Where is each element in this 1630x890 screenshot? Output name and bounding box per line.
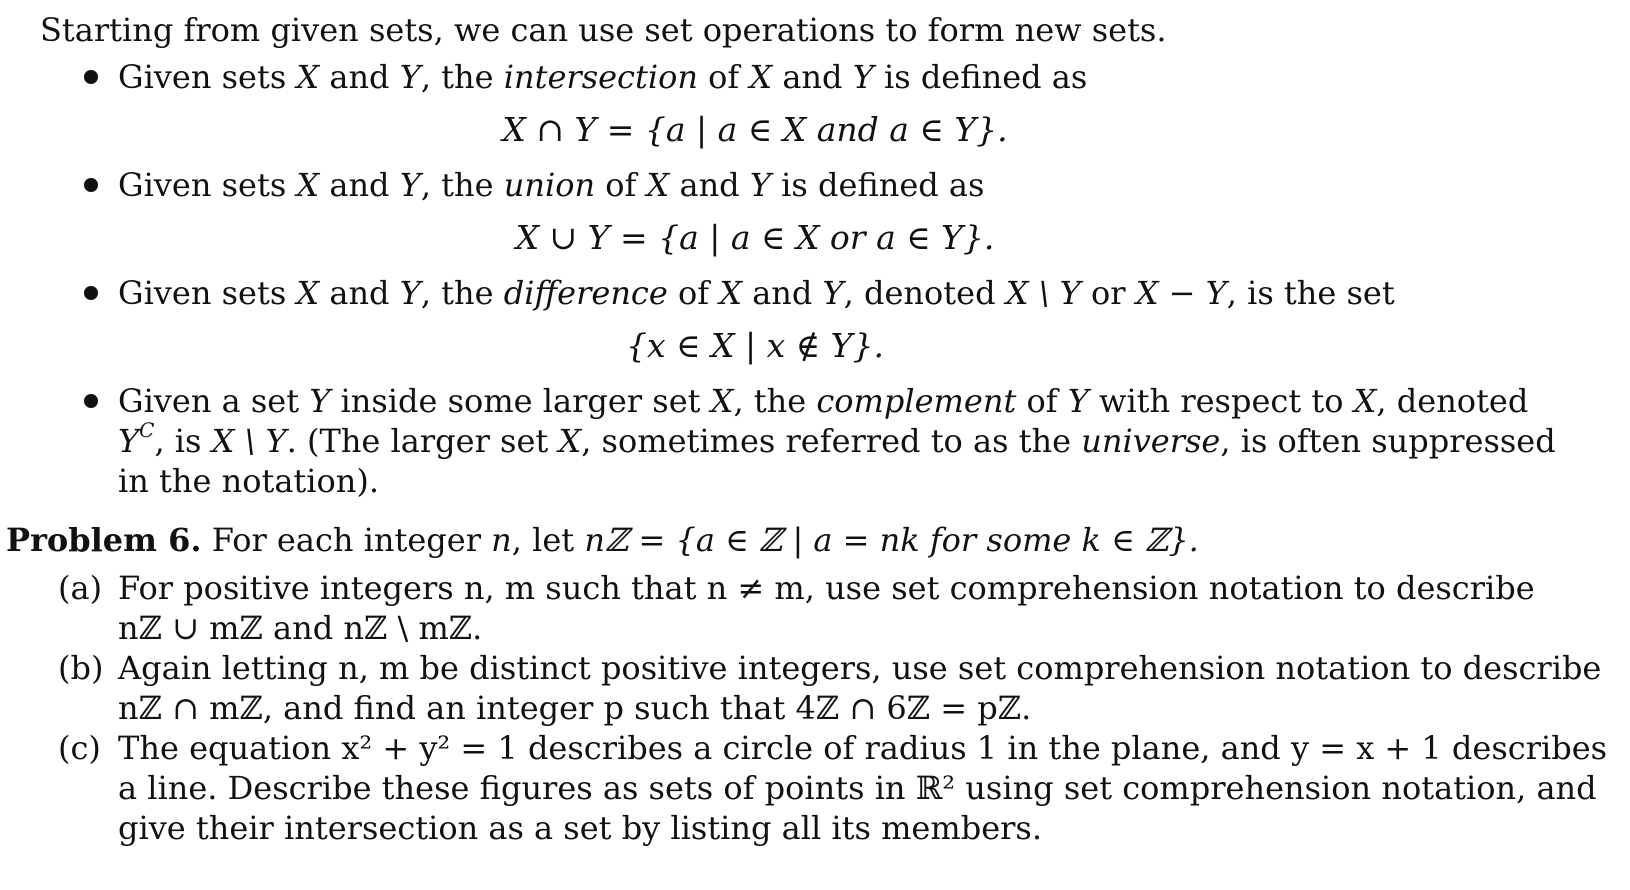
bullet-tail: , is the set xyxy=(1226,274,1395,312)
var-y: Y xyxy=(399,274,421,312)
bullet-difference xyxy=(118,273,1395,313)
connector: , denoted xyxy=(843,274,1006,312)
var-y: Y xyxy=(749,166,771,204)
connector: and xyxy=(669,166,750,204)
var-y: Y xyxy=(399,166,421,204)
var-y: Y xyxy=(118,422,140,460)
part-c-line2: a line. Describe these figures as sets of points in ℝ² using set comprehension notation, and xyxy=(118,769,1597,807)
intro-text: Starting from given sets, we can use set operations to form new sets. xyxy=(40,11,1167,49)
text: , the xyxy=(733,382,817,420)
part-b-line1: Again letting n, m be distinct positive integers, use set comprehension notation to describe xyxy=(118,649,1602,687)
part-label-b: (b) xyxy=(58,649,104,687)
var-n: n xyxy=(491,521,512,559)
connector: and xyxy=(319,166,400,204)
part-label-a: (a) xyxy=(58,569,103,607)
connector: and xyxy=(772,58,853,96)
var-x: X xyxy=(296,166,320,204)
connector: and xyxy=(742,274,823,312)
term-intersection: intersection xyxy=(503,58,698,96)
problem-text: , let xyxy=(511,521,585,559)
term-difference: difference xyxy=(503,274,668,312)
text: with respect to xyxy=(1088,382,1354,420)
var-x: X xyxy=(296,58,320,96)
connector: , the xyxy=(420,274,504,312)
var-x: X xyxy=(558,422,582,460)
term-union: union xyxy=(503,166,596,204)
superscript-c: C xyxy=(139,418,155,443)
var-x: X xyxy=(710,382,734,420)
problem-statement xyxy=(6,520,1199,560)
part-a-line1: For positive integers n, m such that n ≠ m, use set comprehension notation to describe xyxy=(118,569,1535,607)
var-y: Y xyxy=(852,58,874,96)
var-y: Y xyxy=(399,58,421,96)
bullet-complement-line1 xyxy=(118,381,1529,421)
connector: of xyxy=(697,58,750,96)
bullet-union xyxy=(118,165,984,205)
part-a-line2: nℤ ∪ mℤ and nℤ \ mℤ. xyxy=(118,609,483,647)
connector: of xyxy=(667,274,720,312)
connector: and xyxy=(319,58,400,96)
part-b-line2: nℤ ∩ mℤ, and find an integer p such that 4ℤ ∩ 6ℤ = pℤ. xyxy=(118,689,1032,727)
var-x: X xyxy=(1353,382,1377,420)
bullet-lead: Given sets xyxy=(118,274,297,312)
bullet-tail: is defined as xyxy=(873,58,1088,96)
bullet-dot xyxy=(84,178,98,192)
connector: or xyxy=(1080,274,1136,312)
notation-minus: X − Y xyxy=(1135,274,1227,312)
text: of xyxy=(1016,382,1068,420)
bullet-dot xyxy=(84,286,98,300)
text: , sometimes referred to as the xyxy=(581,422,1082,460)
bullet-lead: Given sets xyxy=(118,58,297,96)
notation-setminus: X \ Y xyxy=(1005,274,1081,312)
term-universe: universe xyxy=(1081,422,1221,460)
connector: , the xyxy=(420,58,504,96)
part-c-line1: The equation x² + y² = 1 describes a circle of radius 1 in the plane, and y = x + 1 describes xyxy=(118,729,1608,767)
var-y: Y xyxy=(1067,382,1089,420)
bullet-tail: is defined as xyxy=(770,166,985,204)
display-intersection: X ∩ Y = {a | a ∈ X and a ∈ Y}. xyxy=(502,110,1008,149)
text: inside some larger set xyxy=(330,382,711,420)
connector: and xyxy=(319,274,400,312)
part-label-c: (c) xyxy=(58,729,101,767)
text: , is often suppressed xyxy=(1220,422,1556,460)
term-complement: complement xyxy=(816,382,1017,420)
problem-set-definition: nℤ = {a ∈ ℤ | a = nk for some k ∈ ℤ}. xyxy=(584,521,1199,559)
var-x: X xyxy=(749,58,773,96)
part-c-line3: give their intersection as a set by listing all its members. xyxy=(118,809,1043,847)
text: Given a set xyxy=(118,382,310,420)
text: , is xyxy=(154,422,212,460)
bullet-intersection xyxy=(118,57,1087,97)
text: . (The larger set xyxy=(286,422,559,460)
display-difference: {x ∈ X | x ∉ Y}. xyxy=(626,326,884,365)
bullet-dot xyxy=(84,394,98,408)
var-x: X xyxy=(646,166,670,204)
var-x: X xyxy=(719,274,743,312)
bullet-dot xyxy=(84,70,98,84)
connector: , the xyxy=(420,166,504,204)
var-y: Y xyxy=(309,382,331,420)
problem-label: Problem 6. xyxy=(6,521,202,559)
text: , denoted xyxy=(1376,382,1529,420)
var-y: Y xyxy=(822,274,844,312)
problem-text: For each integer xyxy=(211,521,492,559)
notation-setminus: X \ Y xyxy=(211,422,287,460)
bullet-complement-line3: in the notation). xyxy=(118,462,380,500)
bullet-complement-line2 xyxy=(118,418,1556,461)
connector: of xyxy=(595,166,647,204)
bullet-lead: Given sets xyxy=(118,166,297,204)
display-union: X ∪ Y = {a | a ∈ X or a ∈ Y}. xyxy=(515,218,995,257)
var-x: X xyxy=(296,274,320,312)
